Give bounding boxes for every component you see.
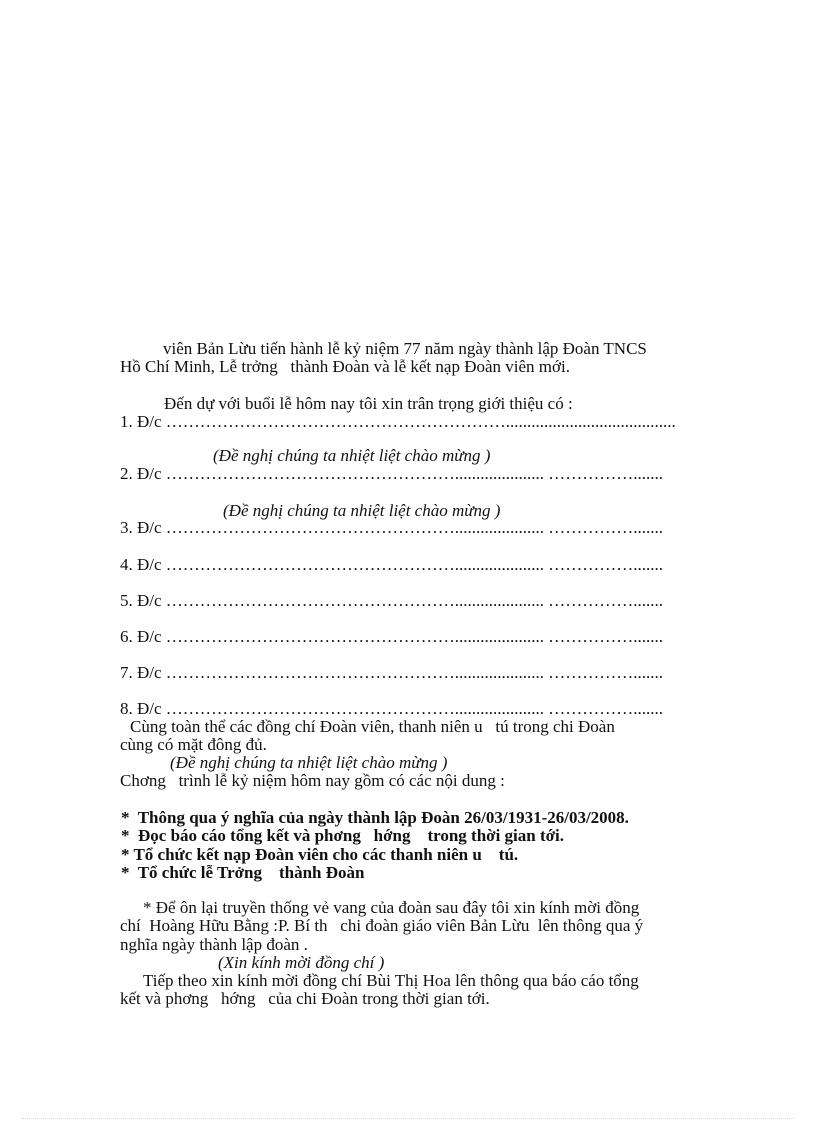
guest-line-4: 4. Đ/c ……………………………………………..................... ……………....... [120, 555, 664, 574]
guest-line-6: 6. Đ/c ……………………………………………..................... ……………....... [120, 627, 664, 646]
tradition-line-1: * Để ôn lại truyền thống vẻ vang của đoàn sau đây tôi xin kính mời đồng [143, 898, 640, 917]
applause-note-3: (Đề nghị chúng ta nhiệt liệt chào mừng ) [170, 753, 448, 772]
guest-line-7: 7. Đ/c ……………………………………………..................... ……………....... [120, 663, 664, 682]
invite-note: (Xin kính mời đồng chí ) [218, 953, 385, 972]
footer-dotted-rule [22, 1118, 794, 1119]
program-item-2: * Đọc báo cáo tổng kết và phơng hớng trong thời gian tới. [121, 826, 565, 845]
program-item-1: * Thông qua ý nghĩa của ngày thành lập Đoàn 26/03/1931-26/03/2008. [121, 808, 629, 827]
intro-line-1: viên Bản Lừu tiến hành lễ kỷ niệm 77 năm ngày thành lập Đoàn TNCS [163, 339, 647, 358]
applause-note-1: (Đề nghị chúng ta nhiệt liệt chào mừng ) [213, 446, 491, 465]
guest-line-5: 5. Đ/c ……………………………………………..................... ……………....... [120, 591, 664, 610]
guest-line-2: 2. Đ/c ……………………………………………..................... ……………....... [120, 464, 664, 483]
intro-line-2: Hồ Chí Minh, Lễ trởng thành Đoàn và lễ kết nạp Đoàn viên mới. [120, 357, 570, 376]
tradition-line-2: chí Hoàng Hữu Bằng :P. Bí th chi đoàn giáo viên Bản Lừu lên thông qua ý [120, 916, 644, 935]
applause-note-2: (Đề nghị chúng ta nhiệt liệt chào mừng ) [223, 501, 501, 520]
tradition-line-3: nghĩa ngày thành lập đoàn . [120, 935, 308, 954]
program-intro: Chơng trình lễ kỷ niệm hôm nay gồm có các nội dung : [120, 771, 505, 790]
report-line-1: Tiếp theo xin kính mời đồng chí Bùi Thị Hoa lên thông qua báo cáo tổng [143, 971, 639, 990]
all-members-line-2: cùng có mặt đông đủ. [120, 735, 267, 754]
guest-line-3: 3. Đ/c ……………………………………………..................... ……………....... [120, 518, 664, 537]
program-item-4: * Tổ chức lễ Trởng thành Đoàn [121, 863, 365, 882]
guest-line-8: 8. Đ/c ……………………………………………..................... ……………....... [120, 699, 664, 718]
guest-line-1: 1. Đ/c ……………………………………………………........................................ [120, 412, 676, 431]
all-members-line-1: Cùng toàn thể các đồng chí Đoàn viên, thanh niên u tú trong chi Đoàn [130, 717, 615, 736]
program-item-3: * Tổ chức kết nạp Đoàn viên cho các thanh niên u tú. [121, 845, 519, 864]
invite-intro: Đến dự với buổi lễ hôm nay tôi xin trân trọng giới thiệu có : [164, 394, 573, 413]
report-line-2: kết và phơng hớng của chi Đoàn trong thời gian tới. [120, 989, 490, 1008]
